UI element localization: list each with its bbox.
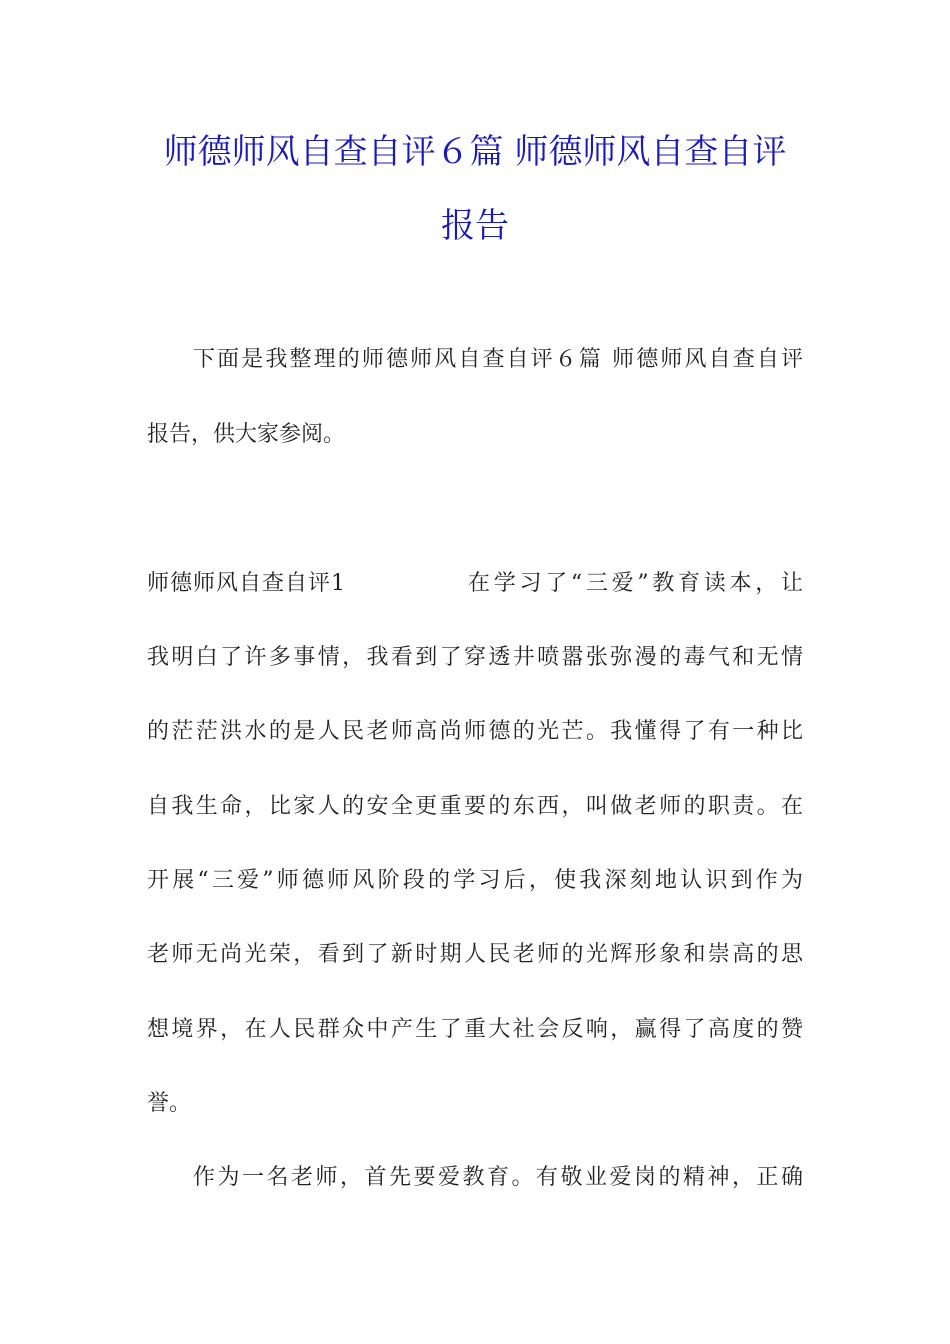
document-title-line-1: 师德师风自查自评６篇 师德师风自查自评: [163, 132, 787, 172]
section1-line-3: 的茫茫洪水的是人民老师高尚师德的光芒。我懂得了有一种比: [147, 719, 803, 744]
section1-first-line-rest: 在学习了“三爱”教育读本，让: [468, 571, 803, 596]
paragraph2-line-1: 作为一名老师，首先要爱教育。有敬业爱岗的精神，正确: [193, 1165, 803, 1190]
section1-line-6: 老师无尚光荣，看到了新时期人民老师的光辉形象和崇高的思: [147, 942, 803, 967]
section1-line-5: 开展“三爱”师德师风阶段的学习后，使我深刻地认识到作为: [147, 868, 803, 893]
section1-line-7: 想境界，在人民群众中产生了重大社会反响，赢得了高度的赞: [147, 1017, 803, 1042]
section1-heading: 师德师风自查自评1: [147, 571, 346, 596]
section1-line-2: 我明白了许多事情，我看到了穿透井喷嚣张弥漫的毒气和无情: [147, 645, 803, 670]
intro-line-2: 报告，供大家参阅。: [147, 422, 346, 447]
section1-line-8: 誉。: [147, 1091, 192, 1116]
intro-line-1: 下面是我整理的师德师风自查自评６篇 师德师风自查自评: [193, 347, 803, 372]
section1-line-4: 自我生命，比家人的安全更重要的东西，叫做老师的职责。在: [147, 794, 803, 819]
document-title-line-2: 报告: [441, 206, 509, 246]
